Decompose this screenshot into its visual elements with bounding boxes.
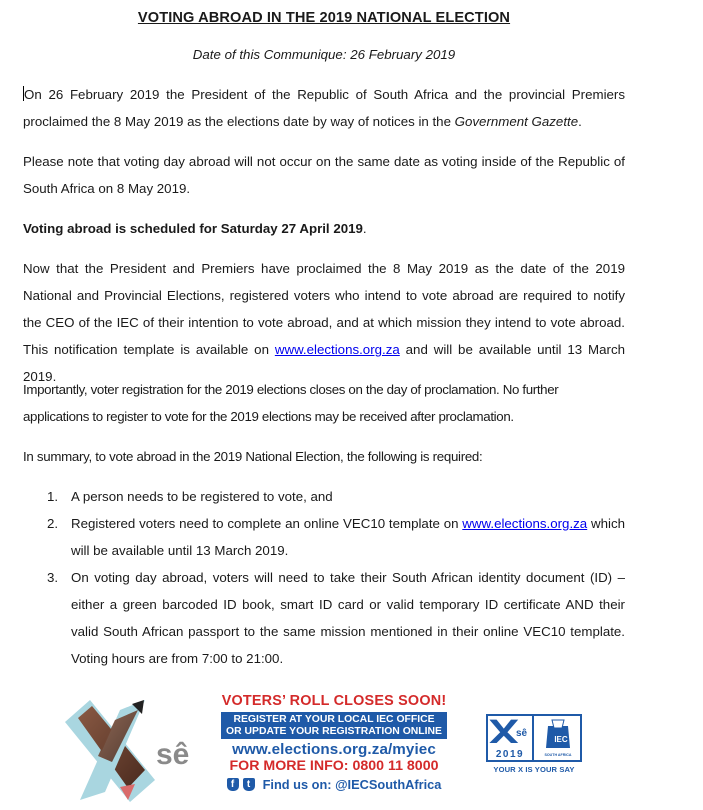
paragraph-text: . bbox=[362, 221, 367, 236]
badge-x-cell bbox=[488, 716, 534, 760]
paragraph-summary: In summary, to vote abroad in the 2019 National Election, the following is required: bbox=[23, 449, 483, 464]
twitter-icon: t bbox=[243, 778, 255, 791]
requirement-item bbox=[23, 510, 625, 564]
iec-ballot-box-icon bbox=[534, 716, 582, 760]
requirement-text: A person needs to be registered to vote, and bbox=[71, 489, 333, 504]
social-row bbox=[220, 777, 448, 792]
paragraph-proclamation bbox=[23, 81, 625, 135]
list-number: 2. bbox=[47, 516, 59, 531]
elections-website-link[interactable]: www.elections.org.za bbox=[462, 516, 588, 531]
requirement-text: which will be available until 13 March 2019. bbox=[71, 516, 625, 558]
register-line-2: OR UPDATE YOUR REGISTRATION ONLINE bbox=[226, 725, 442, 737]
paragraph-voting-abroad-date bbox=[23, 215, 625, 242]
paragraph-voting-day-note: Please note that voting day abroad will not occur on the same date as voting inside of the Republic of South Africa on 8 May 2019. bbox=[23, 154, 625, 196]
badge-se-text: sê bbox=[516, 728, 528, 739]
requirement-item bbox=[23, 483, 625, 510]
iec-country: SOUTH AFRICA bbox=[544, 753, 572, 757]
xse-campaign-logo bbox=[60, 692, 210, 804]
requirement-text: Registered voters need to complete an online VEC10 template on bbox=[71, 516, 463, 531]
paragraph-text: and will be available until 13 March 2019. bbox=[23, 342, 625, 384]
paragraph-registration-closes: Importantly, voter registration for the 2019 elections closes on the day of proclamation. No further applications to register to vote for the 2019 elections may be received after proclamation. bbox=[23, 382, 559, 424]
myiec-url: www.elections.org.za/myiec bbox=[232, 741, 436, 758]
requirement-text: On voting day abroad, voters will need to take their South African identity document (ID) – either a green barcoded ID book, smart ID card or valid temporary ID certificate AND their valid South African passport to the same mission mentioned in their online VEC10 template. Voting hours are from 7:00 to 21:00. bbox=[71, 570, 625, 666]
requirement-item bbox=[23, 564, 625, 672]
paragraph-notification bbox=[23, 255, 625, 390]
social-handle: Find us on: @IECSouthAfrica bbox=[262, 777, 442, 792]
badge-year: 2019 bbox=[495, 749, 525, 760]
document-title: VOTING ABROAD IN THE 2019 NATIONAL ELECTION bbox=[137, 10, 511, 26]
iec-label: IEC bbox=[554, 735, 568, 744]
register-box bbox=[221, 712, 447, 739]
paragraph-text: Now that the President and Premiers have proclaimed the 8 May 2019 as the date of the 2019 National and Provincial Elections, registered voters who intend to vote abroad are required to notify the CEO of the IEC of their intention to vote abroad, and at which mission they intend to vote abroad. This notification template is available on bbox=[23, 261, 625, 357]
info-line: FOR MORE INFO: 0800 11 8000 bbox=[229, 758, 439, 774]
paragraph-text: . bbox=[578, 114, 582, 129]
communique-date: Date of this Communique: 26 February 2019 bbox=[192, 47, 456, 62]
x-mark-icon bbox=[488, 716, 532, 760]
promo-headline: VOTERS’ ROLL CLOSES SOON! bbox=[221, 693, 447, 709]
voters-roll-promo bbox=[220, 693, 448, 792]
iec-2019-badge bbox=[486, 714, 582, 774]
voting-abroad-date-bold: Voting abroad is scheduled for Saturday 27 April 2019 bbox=[23, 221, 363, 236]
register-line-1: REGISTER AT YOUR LOCAL IEC OFFICE bbox=[233, 714, 435, 725]
list-number: 1. bbox=[47, 489, 59, 504]
requirements-list bbox=[23, 483, 625, 672]
gazette-italic: Government Gazette bbox=[454, 114, 579, 129]
elections-website-link[interactable]: www.elections.org.za bbox=[274, 342, 400, 357]
facebook-icon: f bbox=[227, 778, 239, 791]
badge-frame bbox=[486, 714, 582, 762]
list-number: 3. bbox=[47, 570, 59, 585]
logo-se-text: sê bbox=[156, 738, 190, 771]
paragraph-text: On 26 February 2019 the President of the Republic of South Africa and the provincial Premiers proclaimed the 8 May 2019 as the elections date by way of notices in the bbox=[23, 87, 625, 129]
badge-slogan: YOUR X IS YOUR SAY bbox=[493, 765, 575, 774]
badge-iec-cell bbox=[534, 716, 582, 760]
